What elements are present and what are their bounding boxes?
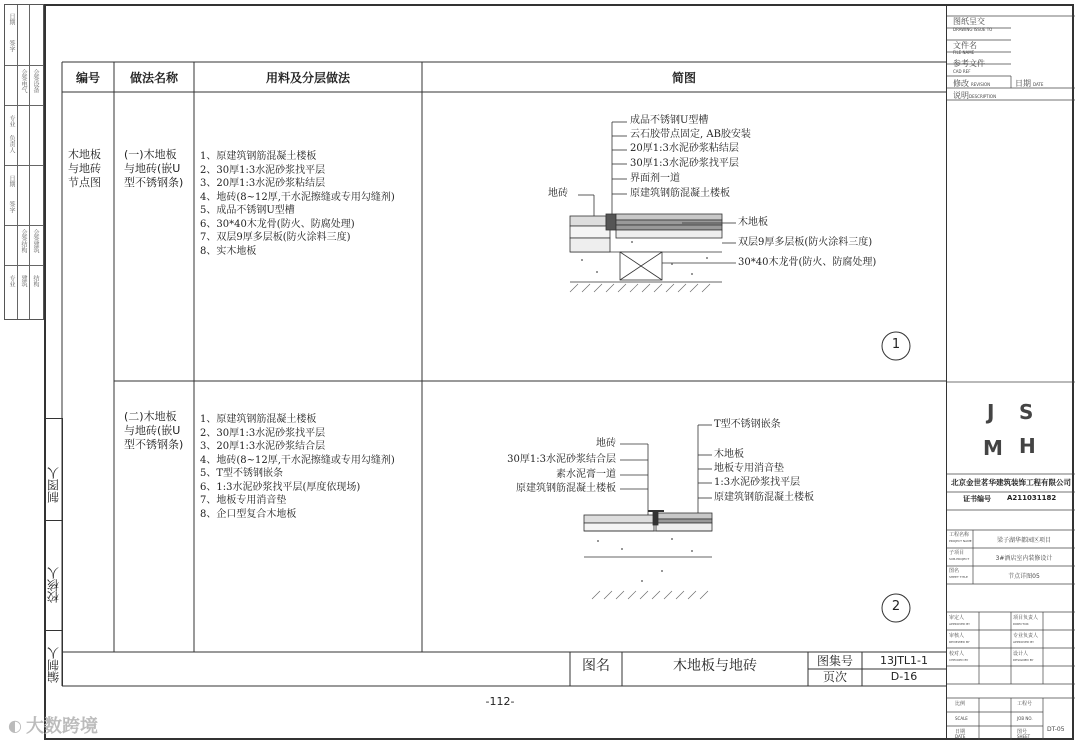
strip-sign-1: 签字 bbox=[8, 40, 15, 52]
row1-step: 7、双层9厚多层板(防火涂料三度) bbox=[200, 232, 351, 243]
subproject-label-en: SUB-PROJECT bbox=[949, 557, 970, 561]
tb-date-en: DATE bbox=[1033, 82, 1044, 87]
row1-step: 8、实木地板 bbox=[200, 245, 257, 257]
tb-row-cn: 参考文件 bbox=[953, 59, 985, 68]
scale-label-en: SCALE bbox=[955, 716, 968, 721]
row2-callout: 地砖 bbox=[596, 438, 616, 449]
cert-number: A211031182 bbox=[1007, 494, 1057, 502]
row2-step: 7、地板专用消音垫 bbox=[200, 495, 287, 506]
sign-label-en: REVIEWED BY bbox=[949, 640, 970, 644]
sheet-title-label-en: SHEET TITLE bbox=[949, 575, 968, 579]
watermark-text: 大数跨境 bbox=[25, 716, 98, 737]
footer-page: D-16 bbox=[890, 670, 918, 683]
drawn-by-label: 制图人 bbox=[46, 467, 61, 503]
date-label-en: DATE bbox=[955, 734, 966, 739]
row2-step: 1、原建筑钢筋混凝土楼板 bbox=[200, 414, 317, 425]
row1-callout: 界面剂一道 bbox=[630, 173, 680, 184]
project-label-en: PROJECT NAME bbox=[949, 539, 972, 543]
tb-row-en: REVISION bbox=[971, 82, 991, 87]
checked-by-label: 校核人 bbox=[46, 567, 61, 603]
row1-callout-tile: 地砖 bbox=[548, 188, 568, 199]
row2-callout: 原建筑钢筋混凝土楼板 bbox=[516, 483, 616, 494]
sign-label-en: DIRECTOR bbox=[1013, 622, 1029, 626]
strip-arch: 会签建筑 bbox=[32, 229, 39, 253]
sign-label-en: APPROVED BY bbox=[949, 622, 971, 626]
strip-date-1: 日期 bbox=[8, 13, 15, 25]
subproject-name: 3#酒店室内装修设计 bbox=[995, 555, 1053, 562]
sheet-label-en: SHEET bbox=[1017, 734, 1031, 739]
logo-letter: H bbox=[1019, 434, 1036, 458]
row2-callout: 原建筑钢筋混凝土楼板 bbox=[714, 492, 814, 503]
row1-step: 3、20厚1:3水泥砂浆粘结层 bbox=[200, 178, 326, 189]
scale-label: 比例 bbox=[955, 701, 966, 707]
row1-callout: 双层9厚多层板(防火涂料三度) bbox=[738, 237, 873, 248]
row2-step: 8、企口型复合木地板 bbox=[200, 508, 297, 520]
row1-method-name: (一)木地板 与地砖(嵌U 型不锈钢条) bbox=[124, 148, 184, 189]
tb-row-cn: 文件名 bbox=[953, 41, 977, 50]
tb-row-en: CAD REF bbox=[953, 69, 971, 74]
strip-struct-2: 结构 bbox=[32, 275, 39, 287]
node-number-text: 木地板 与地砖 节点图 bbox=[68, 148, 101, 189]
row1-index: 1 bbox=[891, 337, 901, 352]
tb-row-en: FILE NAME bbox=[953, 50, 975, 55]
strip-major-2: 专业 bbox=[8, 275, 15, 287]
job-no-label-en: JOB NO. bbox=[1017, 716, 1033, 721]
sheet-number: DT-05 bbox=[1047, 726, 1065, 733]
sheet-title-label-cn: 图名 bbox=[949, 568, 960, 574]
row2-section-sketch bbox=[422, 381, 946, 652]
row1-callout: 原建筑钢筋混凝土楼板 bbox=[630, 188, 730, 199]
row1-step: 5、成品不锈钢U型槽 bbox=[200, 205, 295, 216]
strip-elec: 会签电气 bbox=[20, 69, 27, 93]
row2-step: 4、地砖(8~12厚,干水泥擦缝或专用勾缝剂) bbox=[200, 454, 395, 466]
row2-callout: 1:3水泥砂浆找平层 bbox=[714, 477, 801, 488]
compiled-by-label: 编制人 bbox=[46, 647, 61, 683]
row2-step: 5、T型不锈钢嵌条 bbox=[200, 468, 284, 479]
logo-letter: M bbox=[983, 436, 1003, 460]
strip-sign-2: 签字 bbox=[8, 201, 15, 213]
footer-title-label: 图名 bbox=[582, 658, 610, 674]
title-block bbox=[946, 4, 1075, 740]
row2-method-name: (二)木地板 与地砖(嵌U 型不锈钢条) bbox=[124, 410, 184, 451]
sign-label: 项目负责人 bbox=[1013, 615, 1039, 621]
row2-index: 2 bbox=[891, 599, 901, 614]
header-materials: 用料及分层做法 bbox=[265, 70, 350, 85]
company-name: 北京金世茗华建筑装饰工程有限公司 bbox=[951, 478, 1071, 487]
subproject-label-cn: 子项目 bbox=[949, 550, 965, 556]
row2-step: 2、30厚1:3水泥砂浆找平层 bbox=[200, 427, 326, 439]
footer-page-label: 页次 bbox=[822, 670, 847, 684]
row2-callout: 木地板 bbox=[714, 449, 744, 460]
cert-label: 证书编号 bbox=[963, 495, 991, 503]
watermark-logo-icon: ◐ bbox=[8, 715, 22, 735]
row1-callout: 20厚1:3水泥砂浆粘结层 bbox=[630, 143, 739, 154]
row2-step: 6、1:3水泥砂浆找平层(厚度依现场) bbox=[200, 481, 361, 493]
strip-equip: 会签设备 bbox=[32, 69, 39, 93]
row1-callout: 30*40木龙骨(防火、防腐处理) bbox=[738, 257, 877, 268]
row1-step: 2、30厚1:3水泥砂浆找平层 bbox=[200, 164, 326, 176]
sheet-label: 图号 bbox=[1017, 729, 1028, 735]
logo-letter: S bbox=[1019, 400, 1034, 424]
row2-steps bbox=[200, 413, 395, 521]
row1-callout: 云石胶带点固定, AB胶安装 bbox=[630, 129, 751, 140]
row2-callout: T型不锈钢嵌条 bbox=[714, 419, 781, 430]
sign-label-en: DESIGNED BY bbox=[1013, 658, 1034, 662]
strip-lead: 负责人 bbox=[8, 135, 15, 153]
sign-label: 审核人 bbox=[949, 633, 965, 639]
sign-label-en: CHECKED BY bbox=[949, 658, 969, 662]
footer-atlas-label: 图集号 bbox=[816, 654, 853, 668]
row1-callout: 30厚1:3水泥砂浆找平层 bbox=[630, 158, 739, 169]
tb-row-en: DRAWING ISSUE TO bbox=[953, 27, 993, 32]
watermark bbox=[8, 712, 98, 738]
date-label: 日期 bbox=[955, 729, 966, 735]
job-no-label: 工程号 bbox=[1017, 701, 1033, 707]
row1-callout: 木地板 bbox=[738, 217, 768, 228]
row2-callout: 地板专用消音垫 bbox=[714, 463, 784, 474]
row2-callout: 素水泥膏一道 bbox=[556, 469, 616, 480]
sign-label: 设计人 bbox=[1013, 651, 1029, 657]
row1-step: 6、30*40木龙骨(防火、防腐处理) bbox=[200, 218, 355, 230]
row2-step: 3、20厚1:3水泥砂浆结合层 bbox=[200, 441, 326, 452]
row1-step: 4、地砖(8~12厚,干水泥擦缝或专用勾缝剂) bbox=[200, 191, 395, 203]
tb-desc-cn: 说明 bbox=[953, 91, 969, 100]
strip-arch-2: 建筑 bbox=[20, 275, 27, 287]
strip-date-2: 日期 bbox=[8, 175, 15, 187]
header-number: 编号 bbox=[75, 70, 100, 85]
row1-callout: 成品不锈钢U型槽 bbox=[630, 115, 709, 126]
page-number: -112- bbox=[485, 695, 515, 708]
sign-label: 专业负责人 bbox=[1013, 633, 1039, 639]
footer-atlas: 13JTL1-1 bbox=[879, 654, 929, 667]
header-method-name: 做法名称 bbox=[129, 70, 178, 85]
strip-major-1: 专业 bbox=[8, 115, 15, 127]
logo-letter: J bbox=[987, 400, 995, 424]
row1-steps bbox=[200, 150, 395, 258]
project-label-cn: 工程名称 bbox=[949, 532, 970, 538]
project-name: 梁子湖华都园区项目 bbox=[996, 537, 1051, 544]
tb-desc-en: DESCRIPTION bbox=[969, 94, 997, 99]
tb-row-cn: 修改 bbox=[953, 79, 969, 88]
sign-label: 校对人 bbox=[949, 651, 965, 657]
sheet-title: 节点详图05 bbox=[1008, 573, 1040, 580]
row1-step: 1、原建筑钢筋混凝土楼板 bbox=[200, 151, 317, 162]
footer-title: 木地板与地砖 bbox=[673, 658, 757, 674]
sign-label: 审定人 bbox=[949, 615, 965, 621]
tb-date-cn: 日期 bbox=[1015, 79, 1031, 88]
header-sketch: 简图 bbox=[671, 70, 696, 85]
tb-row-cn: 图纸呈交 bbox=[953, 17, 985, 26]
strip-struct: 会签结构 bbox=[20, 229, 27, 253]
sign-label-en: APPROVED BY bbox=[1013, 640, 1035, 644]
row2-callout: 30厚1:3水泥砂浆结合层 bbox=[507, 454, 616, 465]
